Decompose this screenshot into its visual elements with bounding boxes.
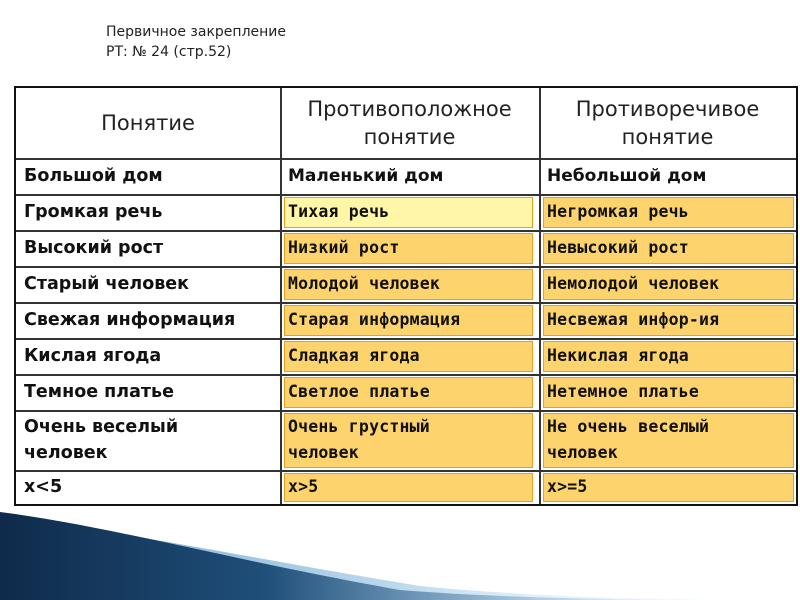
concepts-table [14,86,798,506]
cell-contradictory: Негромкая речь [547,202,689,221]
slide-heading [106,22,286,62]
cell-concept: Громкая речь [24,202,163,222]
cell-opposite [280,410,539,470]
cell-opposite: Маленький дом [288,166,444,186]
cell-concept: Старый человек [24,274,190,294]
cell-contradictory: Невысокий рост [547,238,689,257]
cell-contradictory: x>=5 [547,477,588,496]
header-opposite: Противоположное понятие [307,97,512,149]
cell-contradictory: Несвежая инфор-ия [547,310,720,329]
cell-concept: Большой дом [24,166,163,186]
cell-concept [16,410,280,470]
cell-opposite: Тихая речь [288,202,390,221]
cell-concept: Кислая ягода [24,346,162,366]
cell-line: человек [547,443,618,462]
cell-line: Не очень веселый [547,417,710,436]
cell-opposite: x>5 [288,477,319,496]
cell-line: Очень веселый [24,417,179,437]
cell-contradictory: Некислая ягода [547,346,689,365]
cell-contradictory: Нетемное платье [547,382,700,401]
cell-concept: Свежая информация [24,310,236,330]
cell-concept: x<5 [24,477,63,497]
cell-line: человек [288,443,359,462]
cell-contradictory [539,410,796,470]
decorative-wave-icon [0,500,800,600]
header-concept: Понятие [101,111,195,135]
header-contradictory: Противоречивое понятие [575,97,760,149]
cell-line: человек [24,443,108,463]
cell-opposite: Светлое платье [288,382,430,401]
cell-concept: Темное платье [24,382,174,402]
cell-contradictory: Небольшой дом [547,166,707,186]
cell-line: Очень грустный [288,417,430,436]
cell-contradictory: Немолодой человек [547,274,720,293]
cell-opposite: Старая информация [288,310,461,329]
cell-opposite: Молодой человек [288,274,441,293]
cell-opposite: Сладкая ягода [288,346,420,365]
cell-concept: Высокий рост [24,238,164,258]
cell-opposite: Низкий рост [288,238,400,257]
heading-line-1: Первичное закрепление [106,24,286,40]
heading-line-2: РТ: № 24 (стр.52) [106,44,232,60]
